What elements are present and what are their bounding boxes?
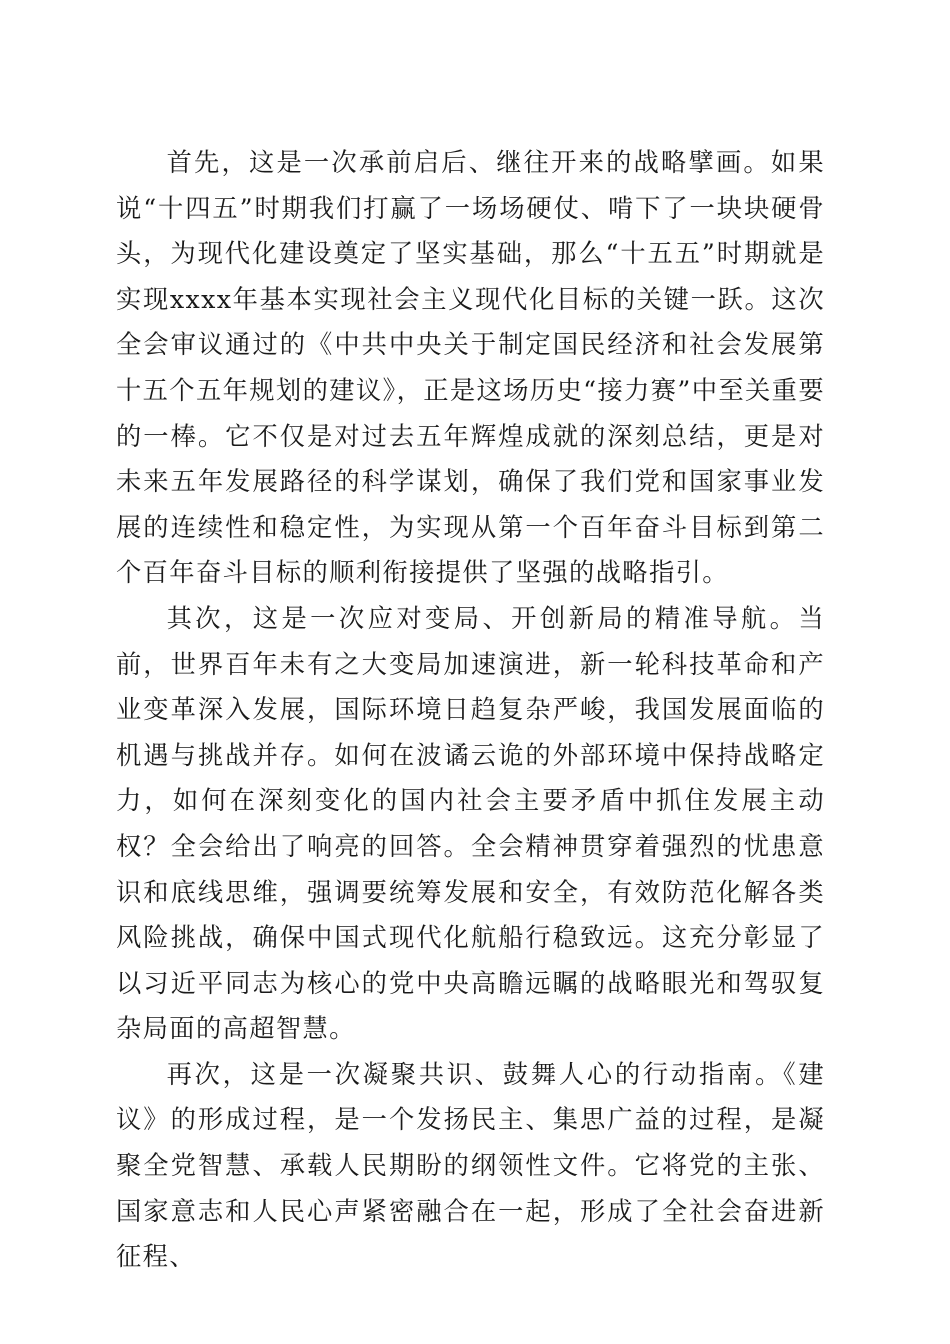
document-body (116, 140, 825, 1280)
paragraph-navigation: 其次，这是一次应对变局、开创新局的精准导航。当前，世界百年未有之大变局加速演进，新一轮科技革命和产业变革深入发展，国际环境日趋复杂严峻，我国发展面临的机遇与挑战并存。如何在波谲云诡的外部环境中保持战略定力，如何在深刻变化的国内社会主要矛盾中抓住发展主动权？全会给出了响亮的回答。全会精神贯穿着强烈的忧患意识和底线思维，强调要统筹发展和安全，有效防范化解各类风险挑战，确保中国式现代化航船行稳致远。这充分彰显了以习近平同志为核心的党中央高瞻远瞩的战略眼光和驾驭复杂局面的高超智慧。 (116, 603, 825, 1044)
paragraph-strategic-planning: 首先，这是一次承前启后、继往开来的战略擘画。如果说“十四五”时期我们打赢了一场场硬仗、啃下了一块块硬骨头，为现代化建设奠定了坚实基础，那么“十五五”时期就是实现xxxx年基本实现社会主义现代化目标的关键一跃。这次全会审议通过的《中共中央关于制定国民经济和社会发展第十五个五年规划的建议》，正是这场历史“接力赛”中至关重要的一棒。它不仅是对过去五年辉煌成就的深刻总结，更是对未来五年发展路径的科学谋划，确保了我们党和国家事业发展的连续性和稳定性，为实现从第一个百年奋斗目标到第二个百年奋斗目标的顺利衔接提供了坚强的战略指引。 (116, 148, 825, 588)
paragraph-action-guide: 再次，这是一次凝聚共识、鼓舞人心的行动指南。《建议》的形成过程，是一个发扬民主、集思广益的过程，是凝聚全党智慧、承载人民期盼的纲领性文件。它将党的主张、国家意志和人民心声紧密融合在一起，形成了全社会奋进新征程、 (116, 1059, 825, 1272)
